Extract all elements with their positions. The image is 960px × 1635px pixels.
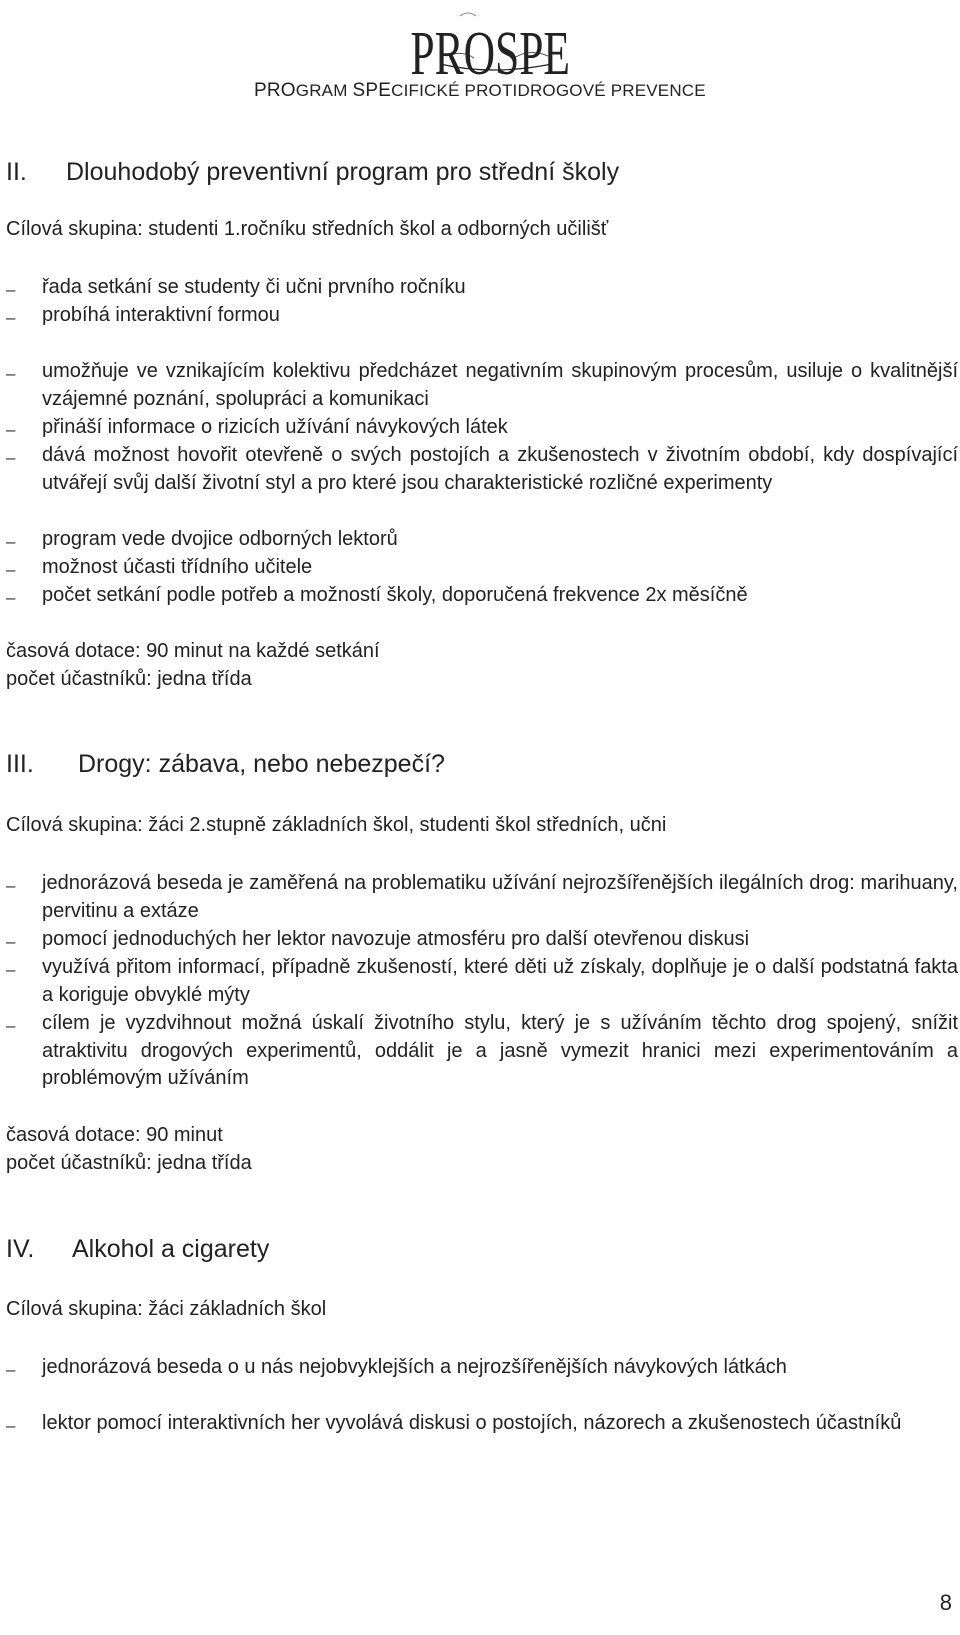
list-item: jednorázová beseda o u nás nejobvyklejších a nejrozšířenějších návykových látkách [42,1356,787,1378]
target-group: Cílová skupina: studenti 1.ročníku středních škol a odborných učilišť [6,218,609,240]
target-group: Cílová skupina: žáci základních škol [6,1298,327,1320]
list-bullet: – [6,420,16,439]
section-title: Alkohol a cigarety [72,1235,270,1263]
list-bullet: – [6,308,16,327]
section-number: III. [6,750,34,778]
participant-count: počet účastníků: jedna třída [6,1152,252,1174]
list-bullet: – [6,1416,16,1435]
list-item: umožňuje ve vznikajícím kolektivu předcházet negativním skupinovým procesům, usiluje o kvalitnější vzájemné poznání, spolupráci a komunikaci [42,360,958,410]
subtitle-part: CIFICKÉ PROTIDROGOVÉ PREVENCE [391,81,706,100]
list-item: možnost účasti třídního učitele [42,556,313,578]
program-subtitle [254,80,706,102]
list-item: pomocí jednoduchých her lektor navozuje atmosféru pro další otevřenou diskusi [42,928,750,950]
list-bullet: – [6,932,16,951]
list-bullet: – [6,1360,16,1379]
list-bullet: – [6,280,16,299]
list-item: využívá přitom informací, případně zkušeností, které děti už získaly, doplňuje je o další podstatná fakta a koriguje obvyklé mýty [42,956,958,1006]
list-item: řada setkání se studenty či učni prvního ročníku [42,276,466,298]
section-heading [6,750,445,779]
target-group: Cílová skupina: žáci 2.stupně základních škol, studenti škol středních, učni [6,814,667,836]
participant-count: počet účastníků: jedna třída [6,668,252,690]
list-item: počet setkání podle potřeb a možností školy, doporučená frekvence 2x měsíčně [42,584,748,606]
list-bullet: – [6,532,16,551]
list-item: probíhá interaktivní formou [42,304,280,326]
section-heading [6,1235,269,1264]
list-bullet: – [6,560,16,579]
subtitle-part: PRO [254,80,296,101]
time-allocation: časová dotace: 90 minut [6,1124,223,1146]
section-title: Drogy: zábava, nebo nebezpečí? [78,750,445,778]
list-item: přináší informace o rizicích užívání návykových látek [42,416,508,438]
page-number: 8 [939,1590,952,1615]
list-bullet: – [6,588,16,607]
list-bullet: – [6,448,16,467]
list-item: dává možnost hovořit otevřeně o svých postojích a zkušenostech v životním období, kdy dospívající utvářejí svůj další životní styl a pro které jsou charakteristické rozličné experimenty [42,444,958,494]
list-item: lektor pomocí interaktivních her vyvolává diskusi o postojích, názorech a zkušenostech účastníků [42,1412,902,1434]
list-item: program vede dvojice odborných lektorů [42,528,398,550]
subtitle-part: GRAM [295,81,353,100]
section-heading [6,158,619,187]
list-bullet: – [6,960,16,979]
section-title: Dlouhodobý preventivní program pro střední školy [66,158,620,186]
logo-letters: PROSPE [410,19,570,88]
section-number: II. [6,158,27,186]
list-bullet: – [6,1016,16,1035]
list-item: jednorázová beseda je zaměřená na problematiku užívání nejrozšířenějších ilegálních drog: marihuany, pervitinu a extáze [42,872,958,922]
list-bullet: – [6,876,16,895]
list-item: cílem je vyzdvihnout možná úskalí životního stylu, který je s užíváním těchto drog spojený, snížit atraktivitu drogových experimentů, oddálit je a jasně vymezit hranici mezi experimentováním a problémovým užíváním [42,1012,958,1089]
subtitle-part: SPE [352,80,392,101]
list-bullet: – [6,364,16,383]
time-allocation: časová dotace: 90 minut na každé setkání [6,640,380,662]
section-number: IV. [6,1235,35,1263]
